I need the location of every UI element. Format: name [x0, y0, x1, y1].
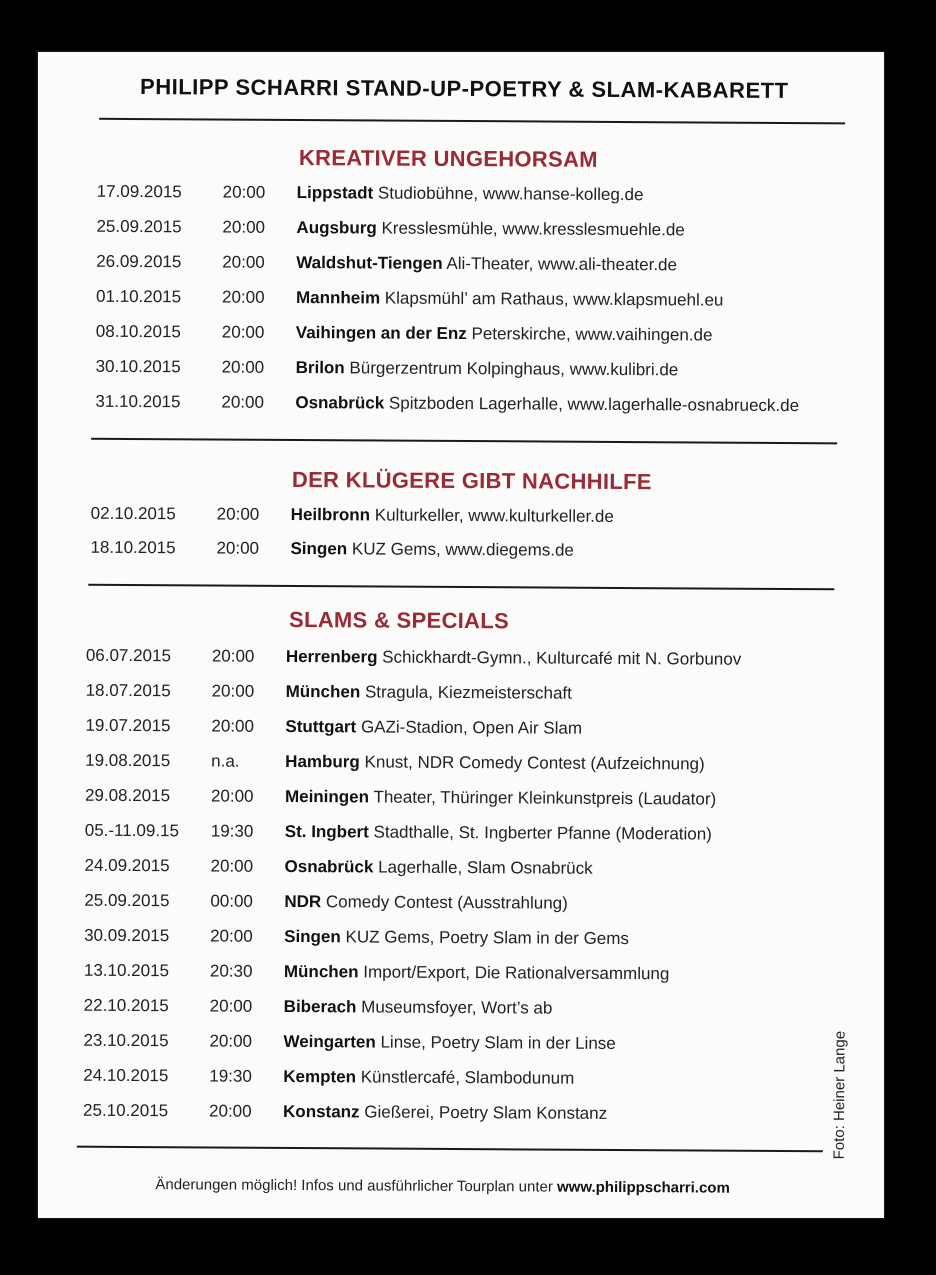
- event-time: 20:00: [210, 786, 254, 806]
- event-city: Lippstadt: [296, 183, 374, 203]
- event-venue: [283, 1067, 574, 1089]
- event-city: Weingarten: [283, 1031, 376, 1052]
- event-city: Konstanz: [283, 1101, 360, 1122]
- event-details: Studiobühne, www.hanse-kolleg.de: [377, 183, 644, 205]
- event-city: St. Ingbert: [284, 821, 369, 842]
- event-venue: [296, 288, 724, 311]
- event-venue: [286, 647, 742, 670]
- event-venue: [285, 857, 593, 879]
- event-time: 20:30: [209, 961, 253, 981]
- event-details: Bürgerzentrum Kolpinghaus, www.kulibri.de: [349, 358, 679, 380]
- event-city: Meiningen: [284, 786, 370, 807]
- event-time: 20:00: [209, 1101, 252, 1121]
- event-details: Stragula, Kiezmeisterschaft: [364, 682, 572, 703]
- event-city: Singen: [290, 538, 348, 559]
- event-date: 19.07.2015: [85, 715, 171, 736]
- event-city: München: [283, 961, 359, 982]
- event-venue: [286, 682, 572, 704]
- event-date: 25.09.2015: [96, 216, 182, 237]
- event-city: Waldshut-Tiengen: [296, 253, 443, 273]
- title-divider: [99, 118, 845, 125]
- footer-text: Änderungen möglich! Infos und ausführlicher Tourplan unter: [155, 1176, 553, 1196]
- event-venue: [285, 717, 582, 739]
- event-time: 20:00: [211, 646, 255, 666]
- flyer-card: [38, 52, 884, 1218]
- section-heading-kreativer-ungehorsam: KREATIVER UNGEHORSAM: [298, 145, 598, 172]
- event-details: Ali-Theater, www.ali-theater.de: [446, 253, 678, 275]
- event-date: 18.10.2015: [90, 537, 176, 558]
- event-city: Herrenberg: [285, 646, 378, 667]
- event-time: 20:00: [211, 681, 255, 701]
- event-time: n.a.: [211, 751, 240, 771]
- event-city: Hamburg: [285, 751, 360, 772]
- event-city: NDR: [284, 891, 322, 912]
- event-time: 20:00: [221, 322, 265, 342]
- event-details: KUZ Gems, www.diegems.de: [351, 539, 574, 560]
- event-city: Singen: [284, 926, 341, 947]
- event-details: Import/Export, Die Rationalversammlung: [363, 962, 670, 984]
- event-date: 18.07.2015: [85, 680, 171, 701]
- event-date: 24.09.2015: [84, 855, 170, 876]
- event-city: Kempten: [283, 1066, 357, 1087]
- event-time: 20:00: [222, 217, 266, 237]
- event-city: Heilbronn: [290, 504, 371, 525]
- event-time: 20:00: [221, 357, 265, 377]
- event-details: Comedy Contest (Ausstrahlung): [325, 892, 568, 913]
- event-date: 08.10.2015: [95, 321, 181, 342]
- event-venue: [285, 787, 716, 810]
- event-date: 01.10.2015: [95, 286, 182, 307]
- event-date: 23.10.2015: [83, 1030, 169, 1051]
- event-details: Gießerei, Poetry Slam Konstanz: [364, 1102, 608, 1123]
- event-details: Stadthalle, St. Ingberter Pfanne (Moderation): [373, 822, 712, 844]
- event-date: 17.09.2015: [96, 181, 182, 202]
- event-details: Künstlercafé, Slambodunum: [360, 1067, 575, 1088]
- event-city: Brilon: [295, 358, 345, 378]
- event-details: Museumsfoyer, Wort’s ab: [361, 997, 553, 1018]
- event-time: 20:00: [211, 716, 255, 736]
- event-venue: [283, 1102, 607, 1124]
- event-date: 30.09.2015: [84, 925, 170, 946]
- event-time: 20:00: [210, 856, 254, 876]
- event-details: Klapsmühl’ am Rathaus, www.klapsmuehl.eu: [384, 288, 724, 310]
- event-details: Lagerhalle, Slam Osnabrück: [378, 857, 593, 878]
- event-details: Spitzboden Lagerhalle, www.lagerhalle-osnabrueck.de: [388, 393, 800, 416]
- event-venue: [285, 752, 705, 775]
- event-time: 20:00: [222, 182, 266, 202]
- event-city: Biberach: [283, 996, 357, 1017]
- section-divider: [88, 584, 834, 591]
- event-details: Peterskirche, www.vaihingen.de: [471, 324, 713, 345]
- event-city: Vaihingen an der Enz: [295, 323, 467, 344]
- event-venue: [284, 927, 629, 949]
- event-venue: [291, 505, 614, 527]
- footer-website-link[interactable]: www.philippscharri.com: [556, 1178, 730, 1197]
- event-details: GAZi-Stadion, Open Air Slam: [360, 717, 583, 738]
- event-date: 05.-11.09.15: [84, 820, 180, 841]
- flyer-content: [34, 49, 887, 1220]
- event-city: Stuttgart: [285, 716, 357, 737]
- event-time: 19:30: [210, 821, 254, 841]
- event-venue: [285, 822, 712, 845]
- event-venue: [296, 253, 677, 275]
- event-time: 20:00: [216, 538, 260, 558]
- event-date: 25.10.2015: [83, 1100, 169, 1121]
- event-venue: [297, 183, 644, 205]
- event-time: 20:00: [221, 392, 265, 412]
- event-venue: [296, 323, 713, 346]
- event-details: Knust, NDR Comedy Contest (Aufzeichnung): [364, 752, 705, 774]
- event-time: 20:00: [209, 1031, 253, 1051]
- event-venue: [284, 892, 568, 914]
- event-date: 24.10.2015: [83, 1065, 169, 1086]
- event-city: Augsburg: [296, 218, 377, 238]
- footer-note: [35, 1175, 851, 1197]
- event-time: 20:00: [209, 996, 253, 1016]
- event-city: Mannheim: [295, 288, 381, 308]
- event-date: 31.10.2015: [95, 391, 181, 412]
- event-details: Kresslesmühle, www.kresslesmuehle.de: [381, 218, 685, 240]
- event-date: 26.09.2015: [96, 251, 182, 272]
- event-time: 20:00: [222, 252, 265, 272]
- event-details: Kulturkeller, www.kulturkeller.de: [374, 505, 614, 526]
- event-venue: [284, 962, 670, 984]
- photo-credit: Foto: Heiner Lange: [830, 1030, 849, 1160]
- event-date: 30.10.2015: [95, 356, 181, 377]
- event-city: München: [285, 681, 361, 702]
- event-date: 19.08.2015: [85, 750, 171, 771]
- event-date: 13.10.2015: [83, 960, 170, 981]
- event-date: 02.10.2015: [90, 503, 176, 524]
- event-venue: [296, 218, 684, 240]
- event-time: 00:00: [210, 891, 253, 911]
- event-time: 19:30: [209, 1066, 252, 1086]
- event-date: 22.10.2015: [83, 995, 169, 1016]
- event-time: 20:00: [221, 287, 265, 307]
- event-venue: [290, 539, 574, 561]
- flyer-title: PHILIPP SCHARRI STAND-UP-POETRY & SLAM-KABARETT: [139, 74, 789, 104]
- section-divider: [91, 438, 837, 445]
- event-city: Osnabrück: [284, 856, 374, 877]
- event-city: Osnabrück: [295, 393, 385, 413]
- event-details: KUZ Gems, Poetry Slam in der Gems: [345, 927, 630, 949]
- event-venue: [283, 1032, 615, 1054]
- event-venue: [295, 393, 799, 416]
- event-time: 20:00: [216, 504, 260, 524]
- footer-divider: [77, 1146, 823, 1153]
- event-details: Linse, Poetry Slam in der Linse: [380, 1032, 616, 1053]
- event-venue: [284, 997, 553, 1019]
- event-time: 20:00: [210, 926, 253, 946]
- section-heading-slams-and-specials: SLAMS & SPECIALS: [288, 606, 510, 634]
- event-date: 29.08.2015: [84, 785, 171, 806]
- event-date: 25.09.2015: [84, 890, 170, 911]
- event-details: Theater, Thüringer Kleinkunstpreis (Laudator): [373, 787, 717, 809]
- event-venue: [296, 358, 679, 380]
- event-details: Schickhardt-Gymn., Kulturcafé mit N. Gorbunov: [382, 647, 742, 669]
- section-heading-der-kluegere-gibt-nachhilfe: DER KLÜGERE GIBT NACHHILFE: [291, 466, 652, 495]
- event-date: 06.07.2015: [85, 645, 172, 666]
